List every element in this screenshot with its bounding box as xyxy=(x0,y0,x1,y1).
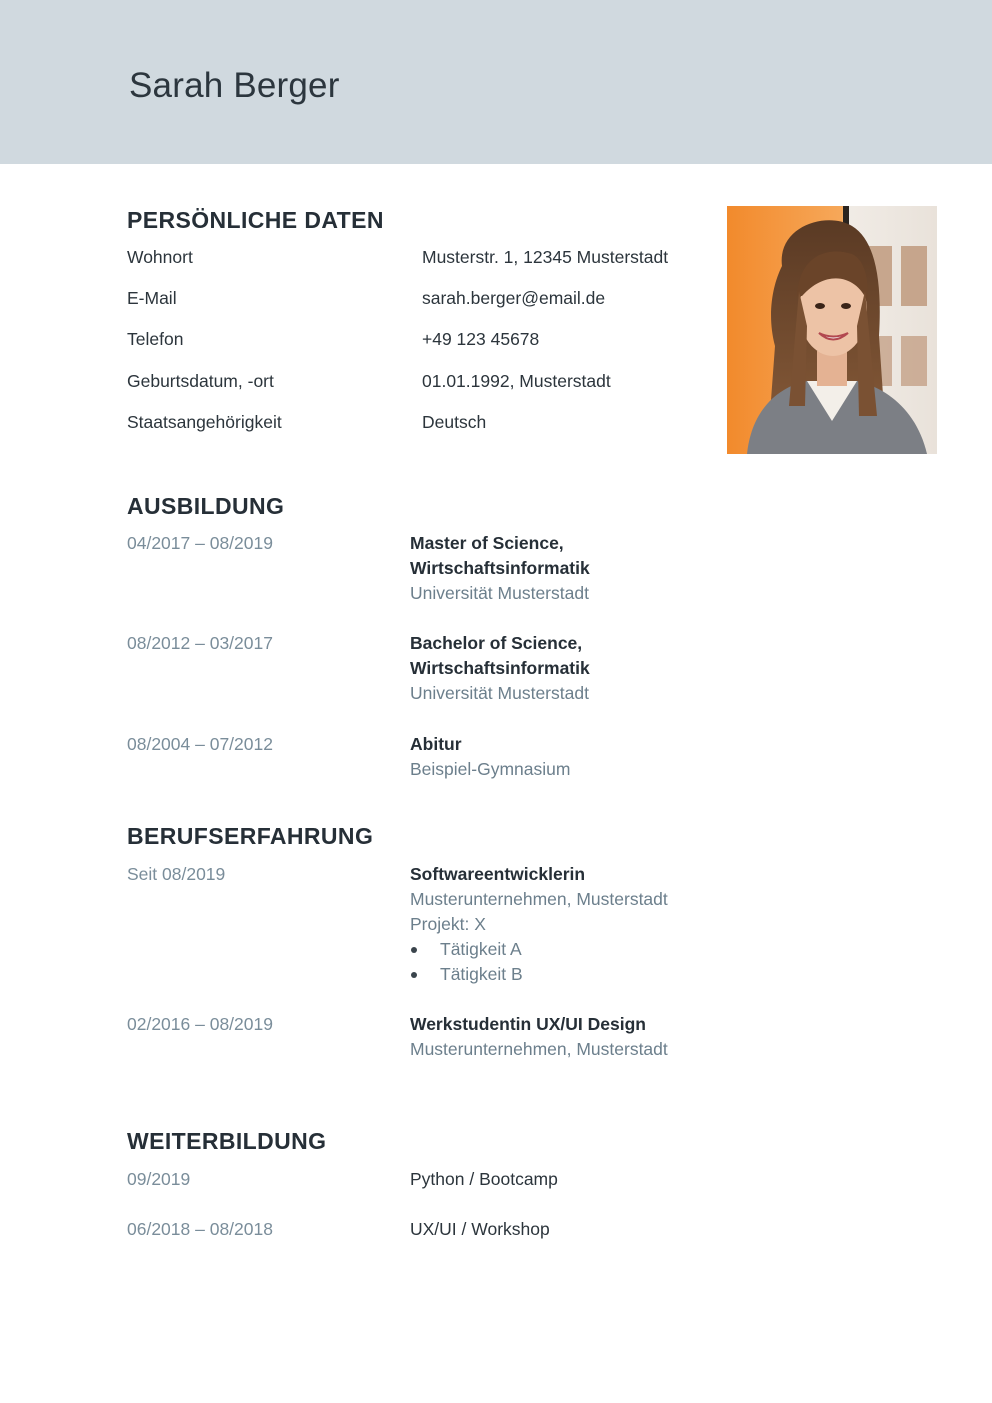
section-title-personal: PERSÖNLICHE DATEN xyxy=(127,207,384,233)
personal-label-phone: Telefon xyxy=(127,329,184,349)
personal-value-birth: 01.01.1992, Musterstadt xyxy=(422,371,611,391)
education-degree-line1: Bachelor of Science, xyxy=(410,633,583,653)
education-date: 08/2012 – 03/2017 xyxy=(127,633,273,653)
bullet-icon xyxy=(411,972,417,978)
experience-date: 02/2016 – 08/2019 xyxy=(127,1014,273,1034)
experience-title: Softwareentwicklerin xyxy=(410,864,586,884)
education-institution: Universität Musterstadt xyxy=(410,683,589,703)
training-title: UX/UI / Workshop xyxy=(410,1219,550,1239)
experience-company: Musterunternehmen, Musterstadt xyxy=(410,889,668,909)
personal-label-nationality: Staatsangehörigkeit xyxy=(127,412,282,432)
personal-value-nationality: Deutsch xyxy=(422,412,487,432)
experience-company: Musterunternehmen, Musterstadt xyxy=(410,1039,668,1059)
education-institution: Beispiel-Gymnasium xyxy=(410,759,571,779)
personal-value-phone: +49 123 45678 xyxy=(422,329,540,349)
experience-project: Projekt: X xyxy=(410,914,486,934)
personal-label-birth: Geburtsdatum, -ort xyxy=(127,371,274,391)
experience-bullet: Tätigkeit B xyxy=(440,964,523,984)
person-name: Sarah Berger xyxy=(129,66,340,105)
education-date: 04/2017 – 08/2019 xyxy=(127,533,273,553)
education-degree-line2: Wirtschaftsinformatik xyxy=(410,558,590,578)
personal-value-email: sarah.berger@email.de xyxy=(422,288,606,308)
bullet-icon xyxy=(411,947,417,953)
section-title-training: WEITERBILDUNG xyxy=(127,1128,327,1154)
profile-photo xyxy=(727,206,937,454)
training-date: 09/2019 xyxy=(127,1169,191,1189)
experience-title: Werkstudentin UX/UI Design xyxy=(410,1014,646,1034)
personal-label-email: E-Mail xyxy=(127,288,177,308)
education-institution: Universität Musterstadt xyxy=(410,583,589,603)
education-degree-line2: Wirtschaftsinformatik xyxy=(410,658,590,678)
personal-label-residence: Wohnort xyxy=(127,247,193,267)
personal-value-residence: Musterstr. 1, 12345 Musterstadt xyxy=(422,247,669,267)
portrait-image xyxy=(727,206,937,454)
education-degree-line1: Abitur xyxy=(410,734,462,754)
experience-bullet: Tätigkeit A xyxy=(440,939,522,959)
education-degree-line1: Master of Science, xyxy=(410,533,564,553)
experience-date: Seit 08/2019 xyxy=(127,864,226,884)
education-date: 08/2004 – 07/2012 xyxy=(127,734,273,754)
section-title-education: AUSBILDUNG xyxy=(127,493,285,519)
training-date: 06/2018 – 08/2018 xyxy=(127,1219,273,1239)
training-title: Python / Bootcamp xyxy=(410,1169,558,1189)
section-title-experience: BERUFSERFAHRUNG xyxy=(127,823,374,849)
